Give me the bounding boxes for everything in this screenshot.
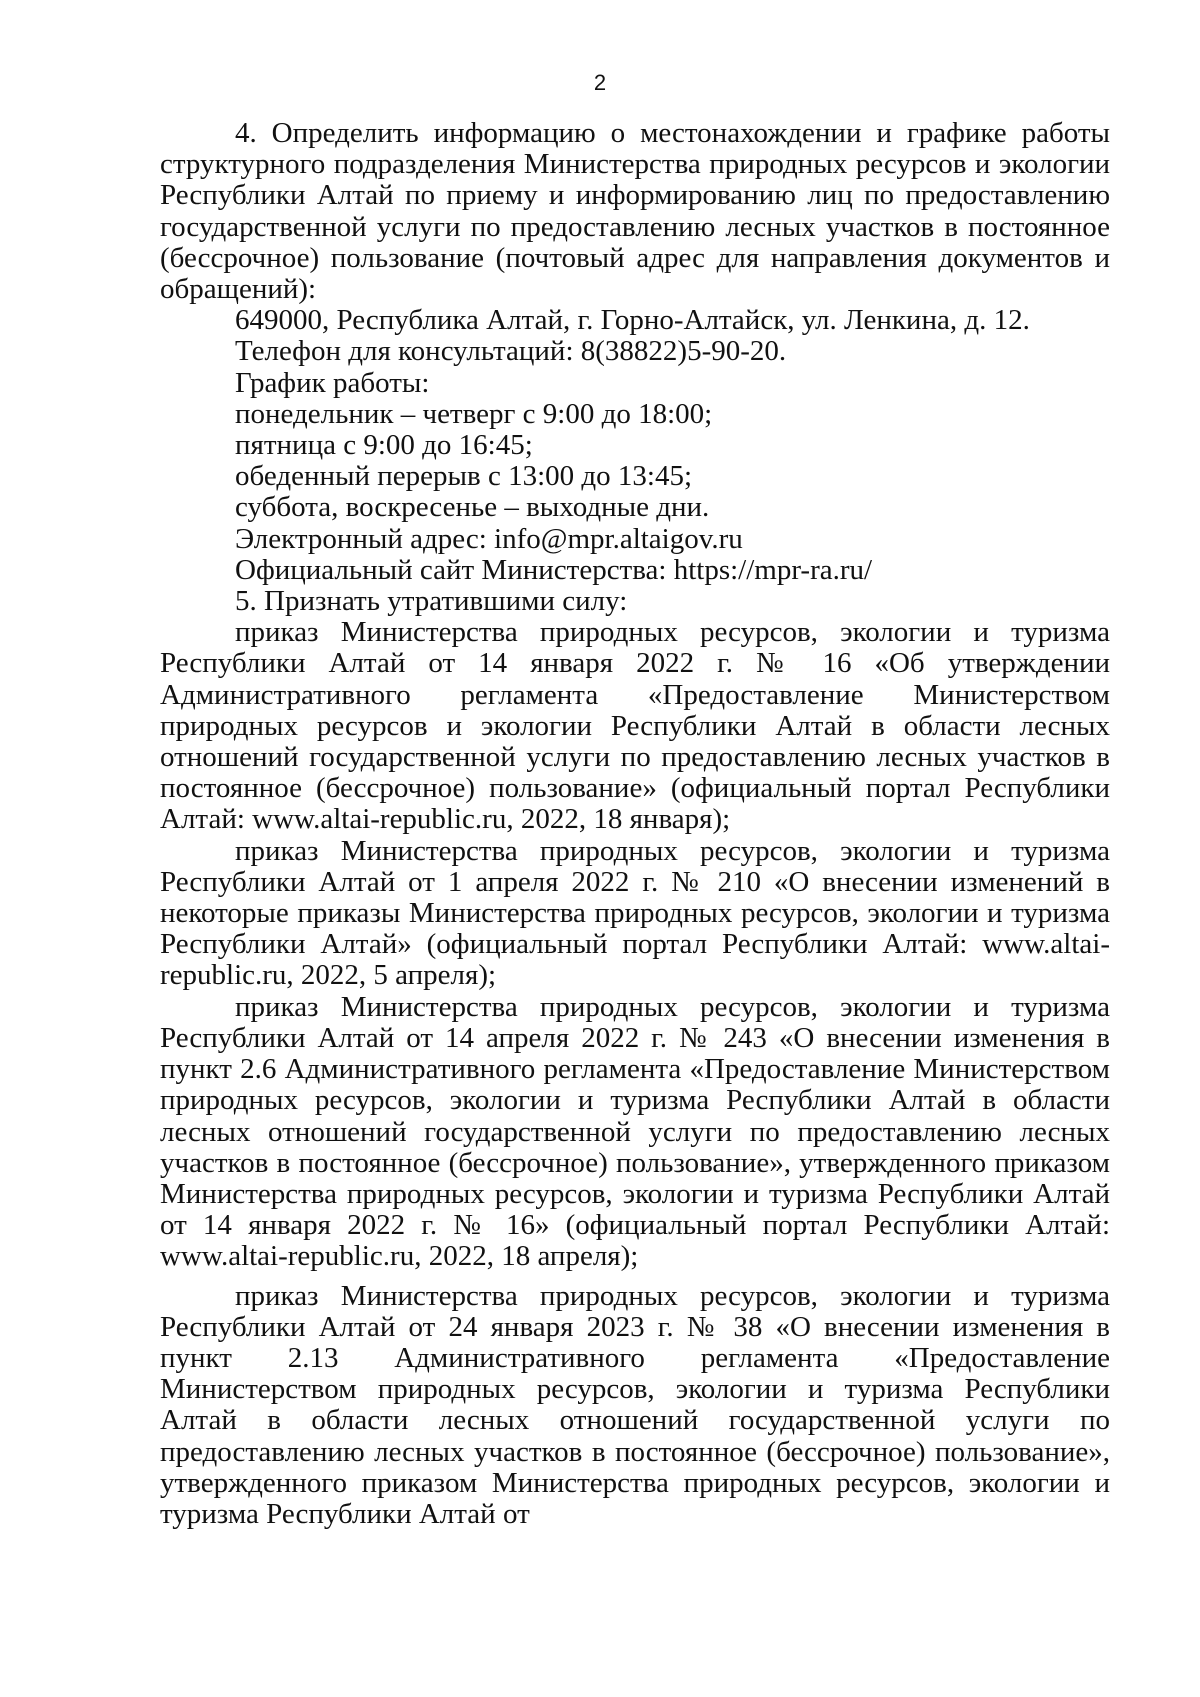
- official-website: Официальный сайт Министерства: https://mpr-ra.ru/: [235, 553, 873, 586]
- repealed-order-1: приказ Министерства природных ресурсов, экологии и туризма Республики Алтай от 14 января 2022 г. № 16 «Об утверждении Административного регламента «Предоставление Министерством природных ресурсов и экологии Республики Алтай в области лесных отношений государственной услуги по предоставлению лесных участков в постоянное (бессрочное) пользование» (официальный портал Республики Алтай: www.altai-republic.ru, 2022, 18 января);: [160, 616, 1110, 836]
- item-4-paragraph: 4. Определить информацию о местонахождении и графике работы структурного подразделения Министерства природных ресурсов и экологии Республики Алтай по приему и информированию лиц по предоставлению государственной услуги по предоставлению лесных участков в постоянное (бессрочное) пользование (почтовый адрес для направления документов и обращений):: [160, 117, 1110, 306]
- repealed-order-2: приказ Министерства природных ресурсов, экологии и туризма Республики Алтай от 1 апреля 2022 г. № 210 «О внесении изменений в некоторые приказы Министерства природных ресурсов, экологии и туризма Республики Алтай» (официальный портал Республики Алтай: www.altai-republic.ru, 2022, 5 апреля);: [160, 834, 1110, 992]
- document-body: [160, 118, 1110, 1530]
- schedule-title: График работы:: [235, 366, 430, 399]
- schedule-friday: пятница с 9:00 до 16:45;: [235, 429, 533, 462]
- repealed-order-3: приказ Министерства природных ресурсов, экологии и туризма Республики Алтай от 14 апреля 2022 г. № 243 «О внесении изменения в пункт 2.6 Административного регламента «Предоставление Министерством природных ресурсов, экологии и туризма Республики Алтай в области лесных отношений государственной услуги по предоставлению лесных участков в постоянное (бессрочное) пользование», утвержденного приказом Министерства природных ресурсов, экологии и туризма Республики Алтай от 14 января 2022 г. № 16» (официальный портал Республики Алтай: www.altai-republic.ru, 2022, 18 апреля);: [160, 990, 1110, 1273]
- page-number: 2: [593, 70, 607, 95]
- postal-address: 649000, Республика Алтай, г. Горно-Алтайск, ул. Ленкина, д. 12.: [235, 304, 1030, 337]
- schedule-weekdays: понедельник – четверг с 9:00 до 18:00;: [235, 397, 713, 430]
- schedule-lunch-break: обеденный перерыв с 13:00 до 13:45;: [235, 460, 693, 493]
- email-address: Электронный адрес: info@mpr.altaigov.ru: [235, 522, 743, 555]
- consultation-phone: Телефон для консультаций: 8(38822)5-90-20.: [235, 335, 787, 368]
- repealed-order-4: приказ Министерства природных ресурсов, экологии и туризма Республики Алтай от 24 января 2023 г. № 38 «О внесении изменения в пункт 2.13 Административного регламента «Предоставление Министерством природных ресурсов, экологии и туризма Республики Алтай в области лесных отношений государственной услуги по предоставлению лесных участков в постоянное (бессрочное) пользование», утвержденного приказом Министерства природных ресурсов, экологии и туризма Республики Алтай от: [160, 1279, 1110, 1530]
- schedule-weekend: суббота, воскресенье – выходные дни.: [235, 491, 710, 524]
- item-5-heading: 5. Признать утратившими силу:: [235, 585, 628, 618]
